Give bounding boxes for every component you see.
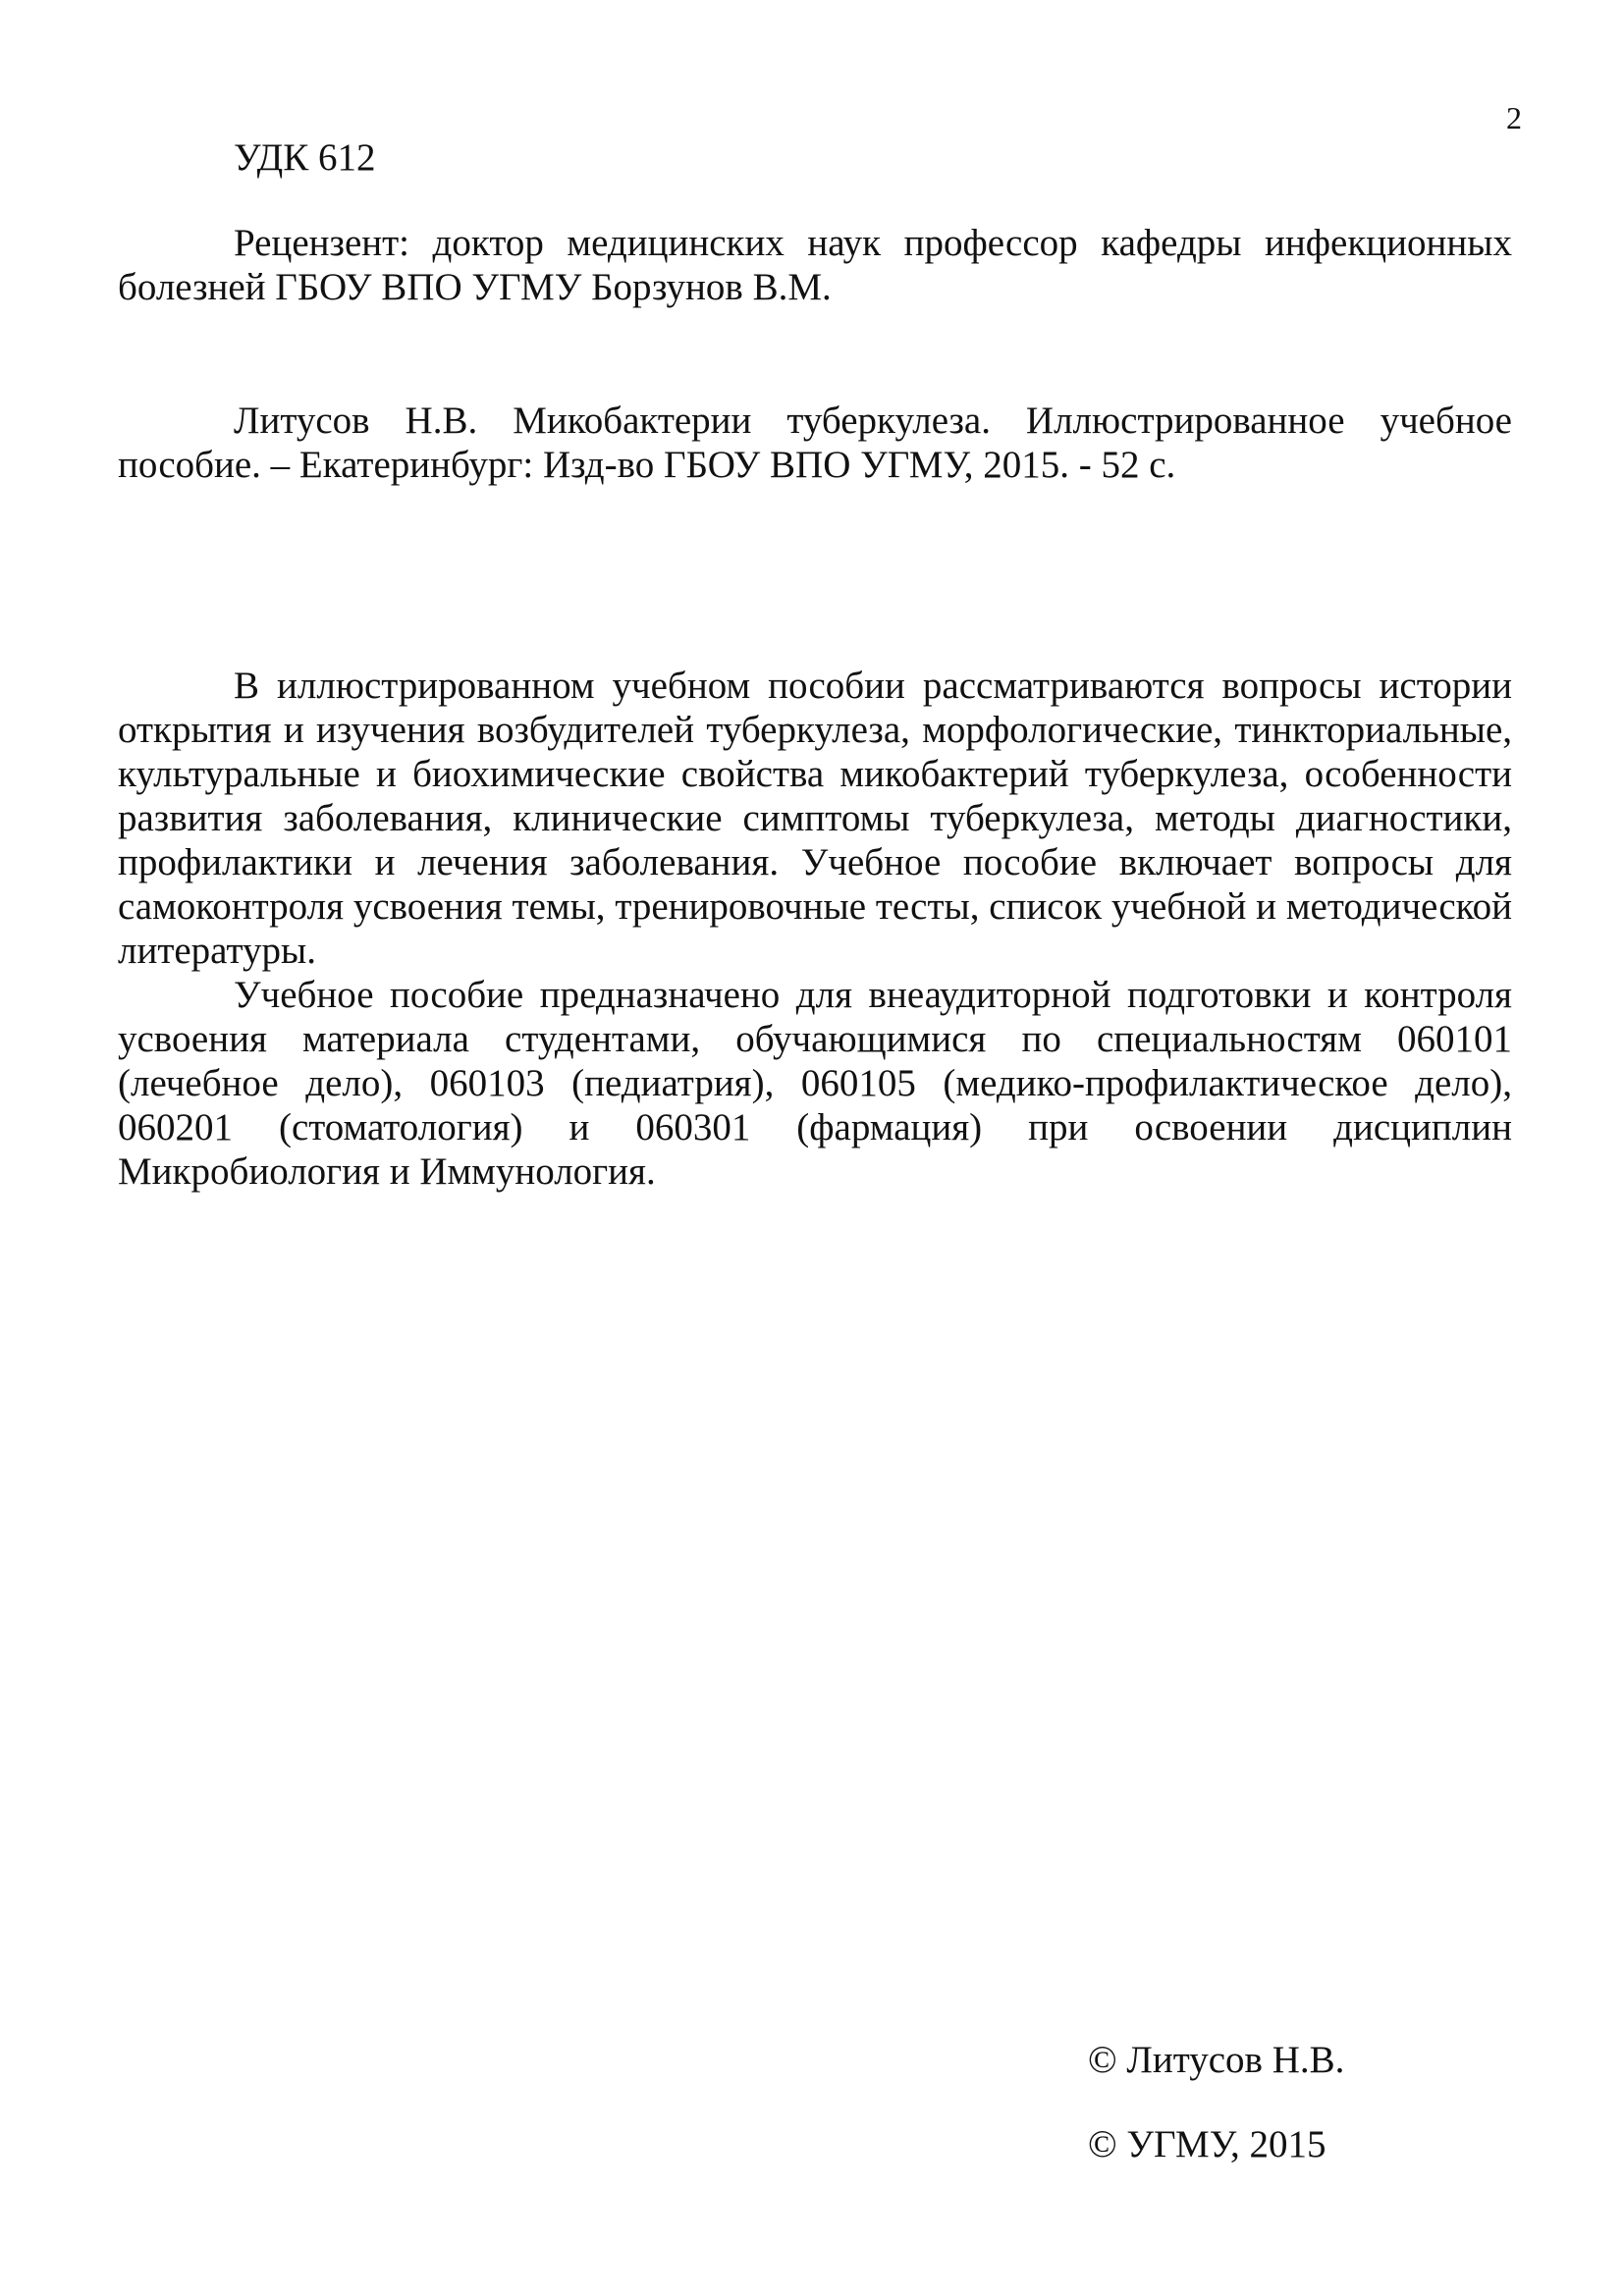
abstract xyxy=(118,664,1512,1194)
copyright-institution: © УГМУ, 2015 xyxy=(1088,2123,1326,2165)
reviewer-note: Рецензент: доктор медицинских наук профессор кафедры инфекционных болезней ГБОУ ВПО УГМУ Борзунов В.М. xyxy=(118,222,1512,308)
udk-code: УДК 612 xyxy=(234,136,376,179)
abstract-paragraph-1: В иллюстрированном учебном пособии рассматриваются вопросы истории открытия и изучения возбудителей туберкулеза, морфологические, тинкториальные, культуральные и биохимические свойства микобактерий туберкулеза, особенности развития заболевания, клинические симптомы туберкулеза, методы диагностики, профилактики и лечения заболевания. Учебное пособие включает вопросы для самоконтроля усвоения темы, тренировочные тесты, список учебной и методической литературы. xyxy=(118,665,1512,972)
bibliographic-citation: Литусов Н.В. Микобактерии туберкулеза. Иллюстрированное учебное пособие. – Екатеринбург: Изд-во ГБОУ ВПО УГМУ, 2015. - 52 с. xyxy=(118,400,1512,486)
copyright-author: © Литусов Н.В. xyxy=(1088,2039,1345,2081)
abstract-paragraph-2: Учебное пособие предназначено для внеаудиторной подготовки и контроля усвоения материала студентами, обучающимися по специальностям 060101 (лечебное дело), 060103 (педиатрия), 060105 (медико-профилактическое дело), 060201 (стоматология) и 060301 (фармация) при освоении дисциплин Микробиология и Иммунология. xyxy=(118,974,1512,1193)
page-number: 2 xyxy=(1506,100,1522,135)
